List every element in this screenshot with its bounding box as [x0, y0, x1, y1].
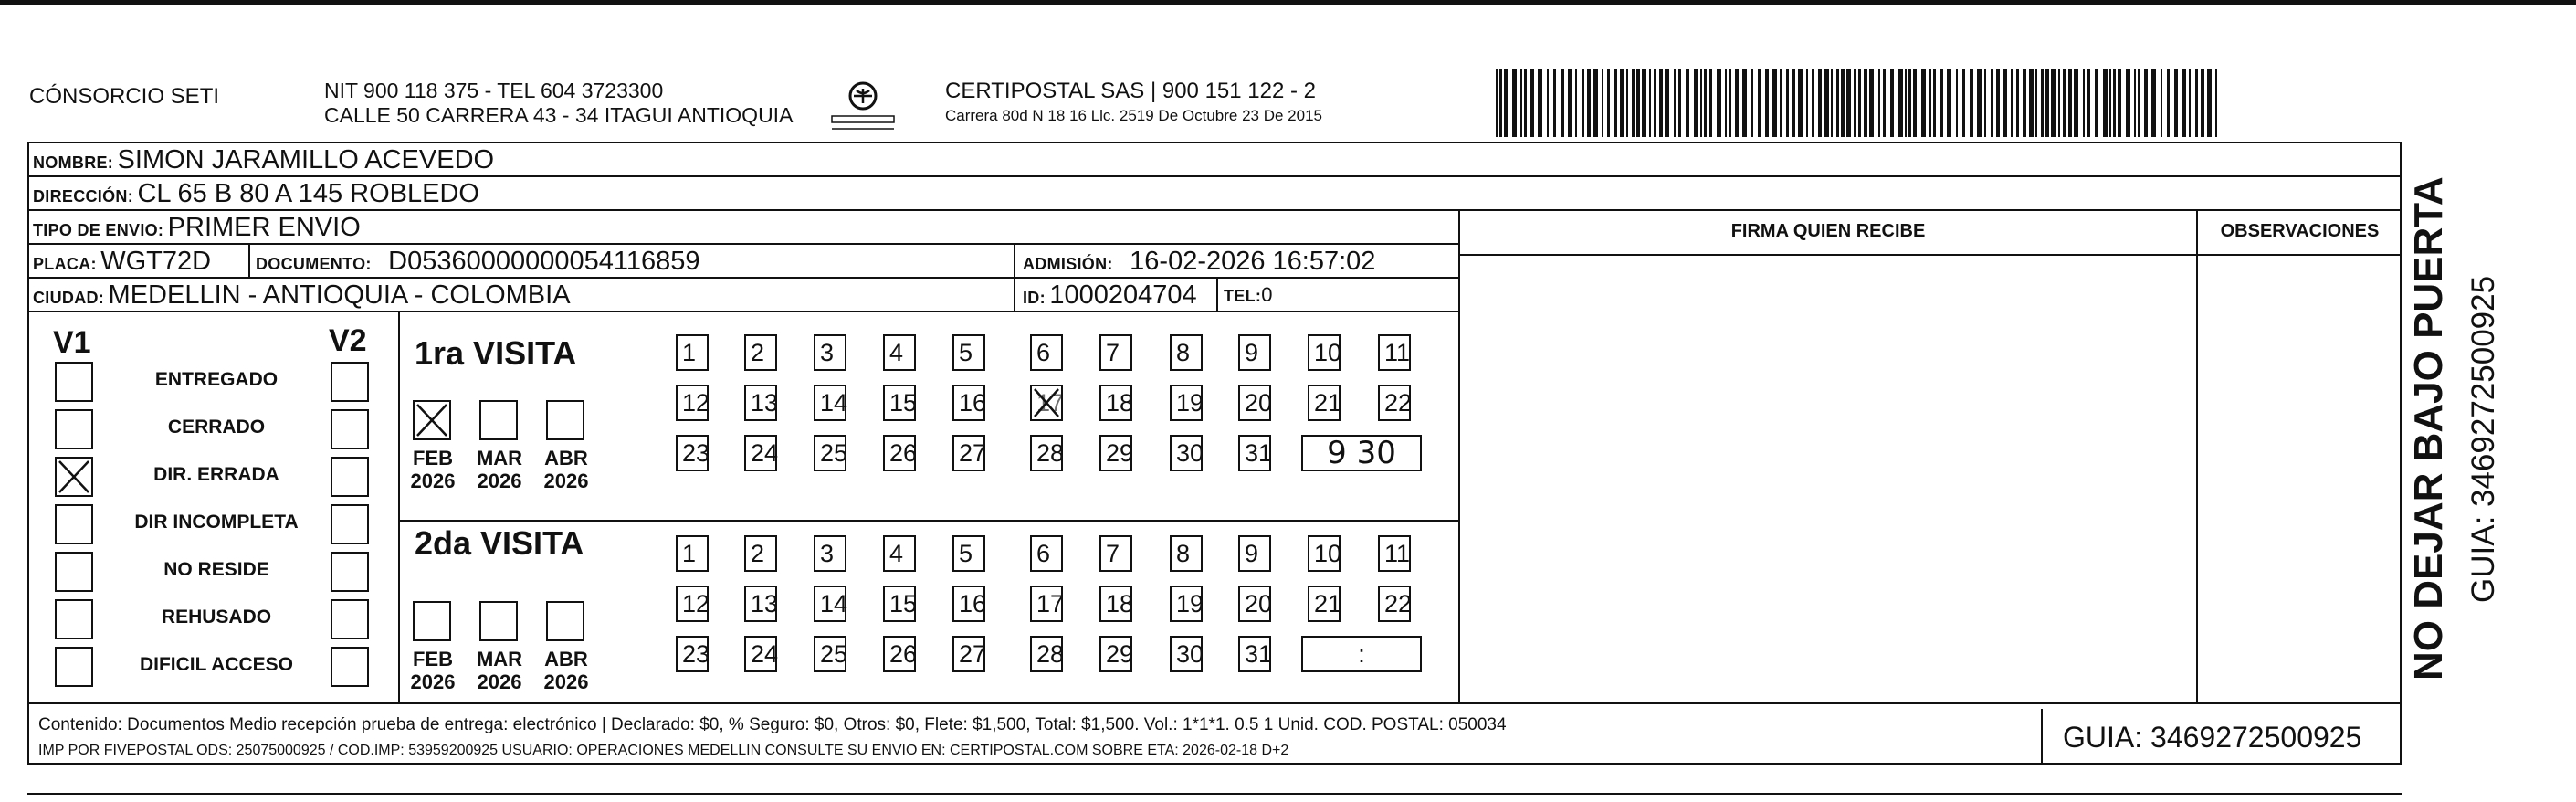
first-day-box[interactable]: 14: [814, 385, 846, 421]
tipo-label: TIPO DE ENVIO:: [33, 221, 164, 239]
x-mark-icon: [415, 402, 449, 438]
second-day-box[interactable]: 11: [1378, 535, 1411, 572]
first-visit-title: 1ra VISITA: [415, 334, 577, 372]
first-day-box[interactable]: 29: [1099, 435, 1132, 471]
second-month-checkbox[interactable]: [413, 601, 451, 641]
v1-checkbox[interactable]: [55, 362, 93, 402]
placa-divider: [248, 243, 250, 277]
first-month-checkbox[interactable]: [413, 400, 451, 440]
second-day-box[interactable]: 31: [1238, 636, 1271, 672]
tel-row: [1224, 283, 1272, 307]
second-day-box[interactable]: 8: [1170, 535, 1203, 572]
second-day-box[interactable]: 24: [744, 636, 777, 672]
row-divider: [29, 277, 1458, 279]
placa-value: WGT72D: [100, 247, 212, 276]
v1-header: V1: [53, 325, 91, 360]
id-divider: [1014, 277, 1015, 311]
second-day-box[interactable]: 3: [814, 535, 846, 572]
first-day-box[interactable]: 8: [1170, 334, 1203, 371]
second-day-box[interactable]: 18: [1099, 586, 1132, 622]
second-day-box[interactable]: 5: [952, 535, 985, 572]
first-day-box[interactable]: 3: [814, 334, 846, 371]
month-year: 2026: [543, 670, 589, 693]
first-day-box[interactable]: 26: [883, 435, 916, 471]
first-day-box[interactable]: 20: [1238, 385, 1271, 421]
first-day-box[interactable]: 6: [1030, 334, 1063, 371]
v1-checkbox[interactable]: [55, 504, 93, 544]
bottom-border: [27, 793, 2402, 795]
second-day-box[interactable]: 9: [1238, 535, 1271, 572]
id-label: ID:: [1023, 289, 1046, 307]
direccion-value: CL 65 B 80 A 145 ROBLEDO: [137, 179, 479, 208]
v2-checkbox[interactable]: [331, 504, 369, 544]
second-day-box[interactable]: 15: [883, 586, 916, 622]
first-day-box[interactable]: 16: [952, 385, 985, 421]
certipostal-line1: CERTIPOSTAL SAS | 900 151 122 - 2: [945, 79, 1316, 103]
first-day-box[interactable]: 31: [1238, 435, 1271, 471]
nit-line: NIT 900 118 375 - TEL 604 3723300: [324, 79, 664, 102]
first-day-box[interactable]: 10: [1308, 334, 1341, 371]
second-day-box[interactable]: 14: [814, 586, 846, 622]
second-month-checkbox[interactable]: [479, 601, 518, 641]
company-name: CÓNSORCIO SETI: [29, 84, 220, 109]
first-day-box[interactable]: 25: [814, 435, 846, 471]
first-day-box[interactable]: 21: [1308, 385, 1341, 421]
observaciones-header: OBSERVACIONES: [2220, 221, 2380, 241]
status-label: REHUSADO: [161, 607, 272, 628]
first-day-box[interactable]: 7: [1099, 334, 1132, 371]
guia-number: GUIA: 3469272500925: [2063, 721, 2362, 754]
first-month-label: [539, 447, 594, 492]
second-day-box[interactable]: 21: [1308, 586, 1341, 622]
certipostal-info: [945, 79, 1322, 128]
first-day-box[interactable]: 4: [883, 334, 916, 371]
documento-value: D05360000000054116859: [388, 247, 700, 276]
status-label: ENTREGADO: [154, 369, 279, 390]
second-day-box[interactable]: 2: [744, 535, 777, 572]
admision-divider: [1014, 243, 1015, 277]
footer-imp: IMP POR FIVEPOSTAL ODS: 25075000925 / COD.IMP: 53959200925 USUARIO: OPERACIONES MEDELLIN CONSULTE SU ENVIO EN: CERTIPOSTAL.COM SOBRE ETA: 2026-02-18 D+2: [38, 743, 1289, 758]
v1-checkbox[interactable]: [55, 409, 93, 449]
first-day-box[interactable]: 15: [883, 385, 916, 421]
month-name: MAR: [476, 648, 523, 670]
first-day-box[interactable]: 27: [952, 435, 985, 471]
visit-divider: [398, 520, 1458, 522]
v2-checkbox[interactable]: [331, 457, 369, 497]
v2-checkbox[interactable]: [331, 647, 369, 687]
status-label: CERRADO: [167, 417, 266, 438]
second-day-box[interactable]: 16: [952, 586, 985, 622]
first-day-box[interactable]: 2: [744, 334, 777, 371]
day-number: 17: [1036, 389, 1065, 417]
firma-left-border: [1458, 209, 1460, 702]
visit-left-border: [398, 311, 400, 702]
ciudad-label: CIUDAD:: [33, 289, 105, 307]
month-year: 2026: [477, 670, 522, 693]
second-day-box[interactable]: 25: [814, 636, 846, 672]
second-visit-title: 2da VISITA: [415, 524, 584, 562]
admision-row: [1023, 247, 1375, 277]
nombre-label: NOMBRE:: [33, 153, 114, 172]
first-month-label: [472, 447, 527, 492]
status-label: DIR INCOMPLETA: [134, 512, 299, 533]
first-day-box[interactable]: 5: [952, 334, 985, 371]
second-time-box[interactable]: :: [1301, 636, 1422, 672]
row-divider: [29, 311, 1458, 312]
side-warning: NO DEJAR BAJO PUERTA: [2406, 176, 2451, 681]
month-name: FEB: [413, 648, 453, 670]
second-day-box[interactable]: 6: [1030, 535, 1063, 572]
second-day-box[interactable]: 20: [1238, 586, 1271, 622]
v1-checkbox[interactable]: [55, 599, 93, 639]
column-header-divider: [1458, 254, 2402, 256]
first-day-box[interactable]: 1: [676, 334, 709, 371]
second-month-label: [405, 648, 460, 693]
address-line: CALLE 50 CARRERA 43 - 34 ITAGUI ANTIOQUIA: [324, 103, 794, 127]
guia-box: [2041, 709, 2402, 765]
status-label: DIR. ERRADA: [153, 464, 279, 485]
tipo-value: PRIMER ENVIO: [167, 213, 361, 242]
month-name: ABR: [544, 447, 588, 470]
second-month-label: [472, 648, 527, 693]
first-time-box[interactable]: 9 30: [1301, 435, 1422, 471]
direccion-row: [33, 179, 479, 209]
v2-checkbox[interactable]: [331, 599, 369, 639]
first-day-box[interactable]: 12: [676, 385, 709, 421]
first-month-checkbox[interactable]: [479, 400, 518, 440]
second-day-box[interactable]: 7: [1099, 535, 1132, 572]
row-divider: [29, 243, 1458, 245]
v2-checkbox[interactable]: [331, 362, 369, 402]
v1-checkbox[interactable]: [55, 647, 93, 687]
nombre-value: SIMON JARAMILLO ACEVEDO: [117, 145, 495, 174]
documento-label: DOCUMENTO:: [256, 255, 372, 273]
second-day-box[interactable]: 23: [676, 636, 709, 672]
status-label: DIFICIL ACCESO: [139, 654, 293, 675]
barcode-icon: [1496, 69, 2224, 137]
status-label: NO RESIDE: [163, 559, 269, 580]
tel-value: 0: [1261, 283, 1273, 306]
month-name: ABR: [544, 648, 588, 670]
form-frame: [27, 142, 2402, 765]
second-day-box[interactable]: 12: [676, 586, 709, 622]
tel-divider: [1216, 277, 1218, 311]
second-day-box[interactable]: 22: [1378, 586, 1411, 622]
x-mark-icon: [57, 459, 91, 495]
top-border: [0, 0, 2576, 5]
v2-checkbox[interactable]: [331, 409, 369, 449]
second-month-checkbox[interactable]: [546, 601, 584, 641]
second-day-box[interactable]: 10: [1308, 535, 1341, 572]
footer-divider: [29, 702, 2402, 704]
first-day-box[interactable]: [1030, 385, 1063, 421]
first-day-box[interactable]: 19: [1170, 385, 1203, 421]
row-divider: [29, 175, 2402, 177]
certipostal-logo-icon: [826, 76, 899, 136]
admision-label: ADMISIÓN:: [1023, 255, 1113, 273]
v1-checkbox[interactable]: [55, 457, 93, 497]
month-name: MAR: [476, 447, 523, 470]
second-day-box[interactable]: 4: [883, 535, 916, 572]
first-day-box[interactable]: 23: [676, 435, 709, 471]
v2-header: V2: [329, 323, 367, 358]
month-year: 2026: [410, 470, 456, 492]
first-day-box[interactable]: 13: [744, 385, 777, 421]
placa-row: [33, 247, 211, 277]
side-guia: GUIA: 3469272500925: [2466, 275, 2501, 603]
direccion-label: DIRECCIÓN:: [33, 187, 133, 206]
v1-checkbox[interactable]: [55, 552, 93, 592]
first-day-box[interactable]: 28: [1030, 435, 1063, 471]
second-day-box[interactable]: 19: [1170, 586, 1203, 622]
second-day-box[interactable]: 13: [744, 586, 777, 622]
second-day-box[interactable]: 26: [883, 636, 916, 672]
second-day-box[interactable]: 28: [1030, 636, 1063, 672]
nombre-row: [33, 145, 494, 175]
ciudad-row: [33, 280, 571, 311]
certipostal-line2: Carrera 80d N 18 16 Llc. 2519 De Octubre 23 De 2015: [945, 107, 1322, 124]
placa-label: PLACA:: [33, 255, 97, 273]
month-year: 2026: [410, 670, 456, 693]
second-day-box[interactable]: 17: [1030, 586, 1063, 622]
id-value: 1000204704: [1049, 280, 1197, 310]
month-name: FEB: [413, 447, 453, 470]
month-year: 2026: [543, 470, 589, 492]
documento-row: [256, 247, 699, 277]
id-row: [1023, 280, 1197, 311]
ciudad-value: MEDELLIN - ANTIOQUIA - COLOMBIA: [108, 280, 571, 310]
first-day-box[interactable]: 9: [1238, 334, 1271, 371]
v2-checkbox[interactable]: [331, 552, 369, 592]
second-day-box[interactable]: 30: [1170, 636, 1203, 672]
first-month-label: [405, 447, 460, 492]
tel-label: TEL:: [1224, 287, 1262, 305]
second-day-box[interactable]: 1: [676, 535, 709, 572]
month-year: 2026: [477, 470, 522, 492]
first-day-box[interactable]: 24: [744, 435, 777, 471]
first-month-checkbox[interactable]: [546, 400, 584, 440]
first-day-box[interactable]: 18: [1099, 385, 1132, 421]
first-day-box[interactable]: 11: [1378, 334, 1411, 371]
first-day-box[interactable]: 30: [1170, 435, 1203, 471]
second-day-box[interactable]: 29: [1099, 636, 1132, 672]
observaciones-left-border: [2196, 209, 2198, 702]
admision-value: 16-02-2026 16:57:02: [1130, 247, 1376, 276]
company-info: [324, 79, 793, 128]
firma-header: FIRMA QUIEN RECIBE: [1730, 221, 1926, 241]
second-day-box[interactable]: 27: [952, 636, 985, 672]
first-day-box[interactable]: 22: [1378, 385, 1411, 421]
footer-content: Contenido: Documentos Medio recepción prueba de entrega: electrónico | Declarado: $0, % Seguro: $0, Otros: $0, Flete: $1,500, Total: $1,500. Vol.: 1*1*1. 0.5 1 Unid. COD. POSTAL: 050034: [38, 715, 1507, 734]
row-divider: [29, 209, 2402, 211]
tipo-row: [33, 213, 361, 243]
second-month-label: [539, 648, 594, 693]
